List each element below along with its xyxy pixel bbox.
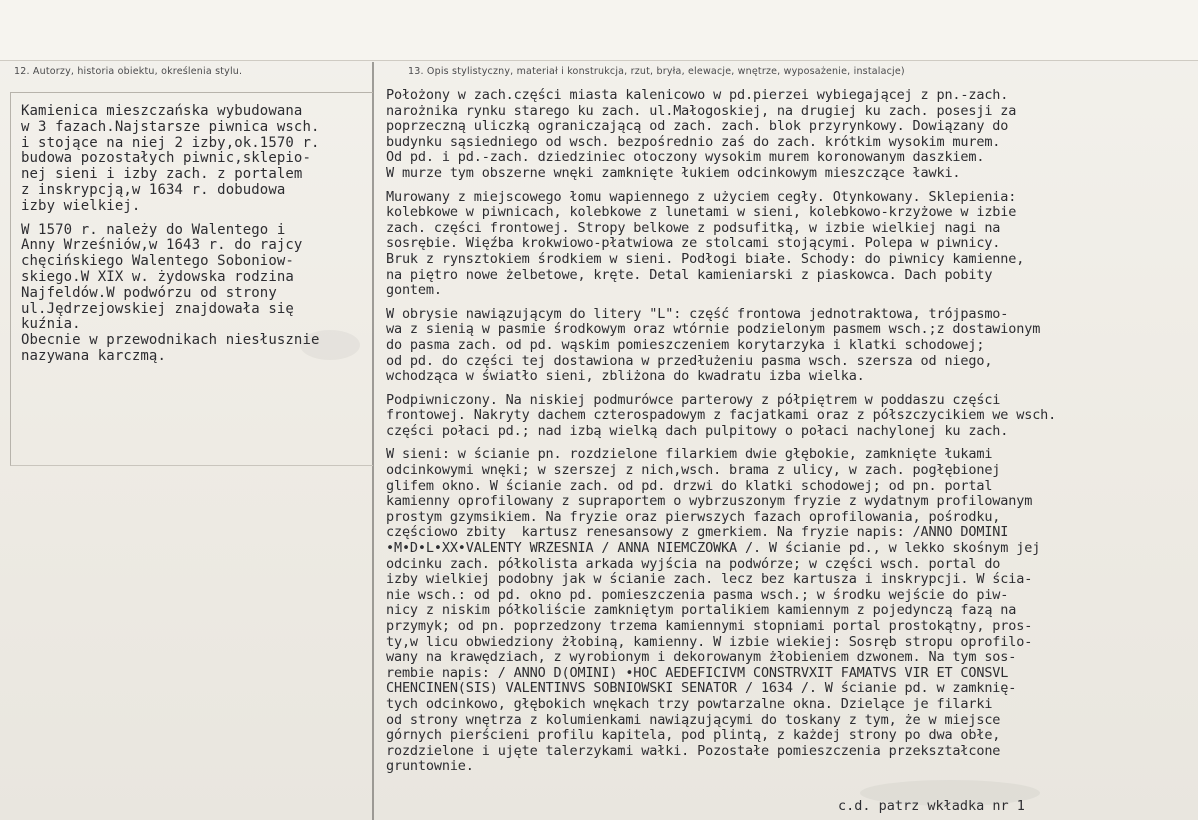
text-line: wa z sienią w pasmie środkowym oraz wtórnie podzielonym pasmem wsch.;z dostawionym	[386, 321, 1041, 338]
description-paragraph	[386, 307, 1198, 385]
text-line: Podpiwniczony. Na niskiej podmurówce parterowy z półpiętrem w poddaszu części	[386, 391, 1001, 408]
field-header-13: 13. Opis stylistyczny, materiał i konstrukcja, rzut, bryła, elewacje, wnętrze, wyposażenie, instalacje)	[408, 66, 905, 77]
text-line: kuźnia.	[21, 316, 81, 333]
text-line: na piętro nowe żelbetowe, kręte. Detal kamieniarski z piaskowca. Dach pobity	[386, 266, 993, 283]
text-line: frontowej. Nakryty dachem czterospadowym z facjatkami oraz z półszczycikiem we wsch.	[386, 407, 1057, 424]
text-line: częściowo zbity kartusz renesansowy z gmerkiem. Na fryzie napis: /ANNO DOMINI	[386, 524, 1009, 541]
text-line: nazywana karczmą.	[21, 347, 166, 364]
history-paragraph	[21, 223, 369, 365]
text-line: od strony wnętrza z kolumienkami nawiązującymi do toskany z tym, że w miejsce	[386, 711, 1001, 728]
text-line: izby wielkiej.	[21, 197, 141, 214]
text-line: przymyk; od pn. poprzedzony trzema kamiennymi stopniami portal prostokątny, pros-	[386, 618, 1033, 634]
description-paragraph	[386, 393, 1198, 440]
text-line: kamienny oprofilowany z supraportem o wybrzuszonym fryzie z wydatnym profilowanym	[386, 493, 1033, 510]
text-line: izby wielkiej podobny jak w ścianie zach. lecz bez kartusza i inskrypcji. W ścia-	[386, 571, 1033, 588]
text-line: nicy z niskim półkoliście zamkniętym portalikiem kamiennym z pojedynczą fazą na	[386, 602, 1017, 619]
text-line: części połaci pd.; nad izbą wielką dach pulpitowy o połaci nachylonej ku zach.	[386, 422, 1009, 439]
text-line: Najfeldów.W podwórzu od strony	[21, 284, 277, 301]
history-text-column	[21, 104, 369, 373]
text-line: narożnika rynku starego ku zach. ul.Małogoskiej, na drugiej ku zach. posesji za	[386, 102, 1017, 119]
text-line: Murowany z miejscowego łomu wapiennego z użyciem cegły. Otynkowany. Sklepienia:	[386, 188, 1017, 205]
text-line: poprzeczną uliczką ograniczającą od zach. zach. blok przyrynkowy. Dowiązany do	[386, 118, 1009, 135]
text-line: ul.Jędrzejowskiej znajdowała się	[21, 300, 294, 317]
text-line: nie wsch.: od pd. okno pd. pomieszczenia pasma wsch.; w środku wejście do piw-	[386, 586, 1009, 603]
continuation-note: c.d. patrz wkładka nr 1	[838, 798, 1025, 814]
text-line: Bruk z rynsztokiem środkiem w sieni. Podłogi białe. Schody: do piwnicy kamienne,	[386, 250, 1025, 267]
text-line: budynku sąsiedniego od wsch. bezpośrednio zaś do zach. krótkim wysokim murem.	[386, 133, 1001, 150]
text-line: nej sieni i izby zach. z portalem	[21, 166, 303, 183]
top-border-line	[0, 60, 1198, 61]
text-line: tych odcinkowo, głębokich wnękach trzy powtarzalne okna. Dzielące je filarki	[386, 695, 993, 712]
text-line: górnych pierścieni profilu kapitela, pod plintą, z każdej strony po dwa obłe,	[386, 727, 1001, 744]
text-line: W sieni: w ścianie pn. rozdzielone filarkiem dwie głębokie, zamknięte łukami	[386, 446, 993, 463]
text-line: CHENCINEN(SIS) VALENTINVS SOBNIOWSKI SENATOR / 1634 /. W ścianie pd. w zamknię-	[386, 680, 1017, 697]
text-line: W murze tym obszerne wnęki zamknięte łukiem odcinkowym mieszczące ławki.	[386, 164, 961, 181]
text-line: sosrębie. Więźba krokwiowo-płatwiowa ze stolcami stojącymi. Polepa w piwnicy.	[386, 235, 1001, 252]
field-header-12: 12. Autorzy, historia obiektu, określenia stylu.	[14, 66, 243, 77]
description-paragraph	[386, 447, 1198, 774]
text-line: wany na krawędziach, z wyrobionym i dekorowanym żłobieniem dzwonem. Na tym sos-	[386, 649, 1017, 666]
text-line: i stojące na niej 2 izby,ok.1570 r.	[21, 134, 320, 151]
text-line: W 1570 r. należy do Walentego i	[21, 221, 286, 238]
text-line: W obrysie nawiązującym do litery "L": część frontowa jednotraktowa, trójpasmo-	[386, 305, 1009, 322]
text-line: Od pd. i pd.-zach. dziedziniec otoczony wysokim murem koronowanym daszkiem.	[386, 149, 985, 166]
text-line: Położony w zach.części miasta kalenicowo w pd.pierzei wybiegającej z pn.-zach.	[386, 87, 1009, 103]
text-line: Obecnie w przewodnikach niesłusznie	[21, 332, 320, 349]
text-line: chęcińskiego Walentego Soboniow-	[21, 253, 294, 270]
text-line: gruntownie.	[386, 758, 474, 775]
text-line: rembie napis: / ANNO D(OMINI) •HOC AEDEFICIVM CONSTRVXIT FAMATVS VIR ET CONSVL	[386, 664, 1009, 681]
text-line: z inskrypcją,w 1634 r. dobudowa	[21, 181, 286, 198]
text-line: Kamienica mieszczańska wybudowana	[21, 103, 303, 119]
text-line: gontem.	[386, 282, 442, 299]
description-paragraph	[386, 88, 1198, 182]
text-line: od pd. do części tej dostawiona w przedłużeniu pasma wsch. szersza od niego,	[386, 352, 993, 369]
text-line: zach. części frontowej. Stropy belkowe z podsufitką, w izbie wielkiej nagi na	[386, 219, 1001, 236]
history-paragraph	[21, 104, 369, 215]
text-line: ty,w licu obwiedziony żłobiną, kamienny. W izbie wiekiej: Sosręb stropu oprofilo-	[386, 633, 1033, 650]
description-text-column	[386, 88, 1198, 783]
text-line: odcinkowymi wnęki; w szerszej z nich,wsch. brama z ulicy, w zach. pogłębionej	[386, 462, 1001, 479]
description-paragraph	[386, 190, 1198, 299]
top-margin-strip	[0, 0, 1198, 60]
text-line: do pasma zach. od pd. wąskim pomieszczeniem korytarzyka i klatki schodowej;	[386, 336, 985, 353]
text-line: odcinku zach. półkolista arkada wyjścia na podwórze; w części wsch. portal do	[386, 555, 1001, 572]
text-line: w 3 fazach.Najstarsze piwnica wsch.	[21, 118, 320, 135]
text-line: Anny Wrześniów,w 1643 r. do rajcy	[21, 237, 303, 254]
text-line: rozdzielone i ujęte talerzykami wałki. Pozostałe pomieszczenia przekształcone	[386, 742, 1001, 759]
text-line: skiego.W XIX w. żydowska rodzina	[21, 268, 294, 285]
text-line: budowa pozostałych piwnic,sklepio-	[21, 150, 311, 167]
text-line: prostym gzymsikiem. Na fryzie oraz pierwszych fazach oprofilowania, pośrodku,	[386, 508, 1001, 525]
text-line: wchodząca w światło sieni, zbliżona do kwadratu izba wielka.	[386, 368, 865, 385]
text-line: kolebkowe w piwnicach, kolebkowe z lunetami w sieni, kolebkowo-krzyżowe w izbie	[386, 204, 1017, 221]
text-line: glifem okno. W ścianie zach. od pd. drzwi do klatki schodowej; od pn. portal	[386, 477, 993, 494]
text-line: •M•D•L•XX•VALENTY WRZESNIA / ANNA NIEMCZOWKA /. W ścianie pd., w lekko skośnym jej	[386, 540, 1041, 557]
